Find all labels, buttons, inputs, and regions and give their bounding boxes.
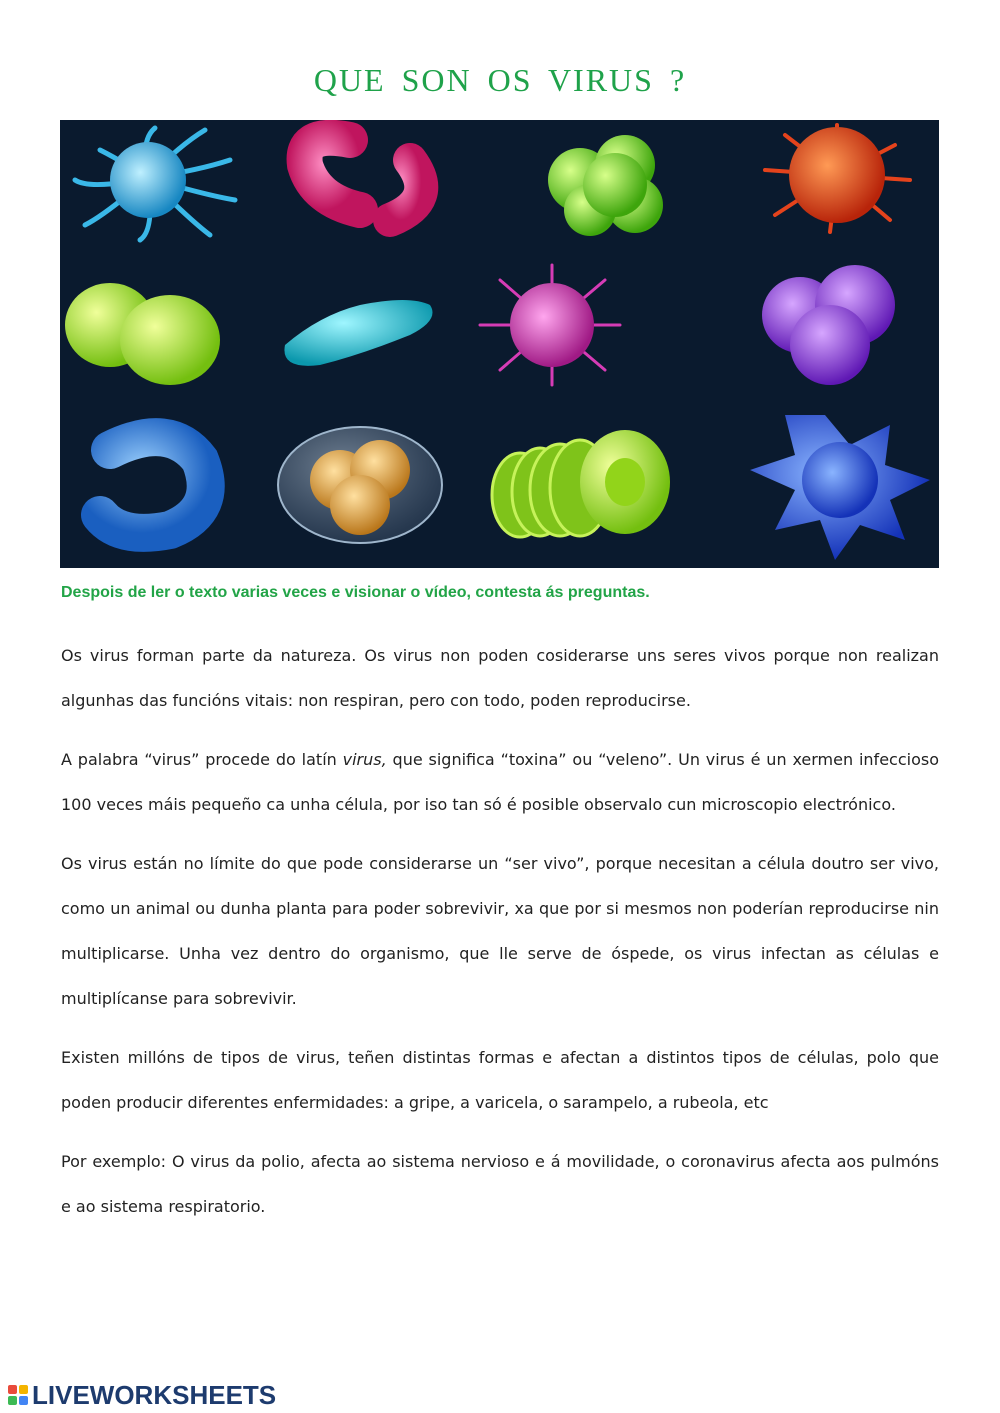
paragraph-text: A palabra “virus” procede do latín (61, 750, 343, 769)
encapsulated-coccus-icon (278, 427, 442, 543)
paragraph (61, 737, 939, 827)
paragraph-text: Por exemplo: O virus da polio, afecta ao sistema nervioso e á movilidade, o coronavirus afecta aos pulmóns e ao sistema respiratorio. (61, 1152, 939, 1216)
logo-mark-icon (8, 1385, 28, 1405)
paragraph-text: Existen millóns de tipos de virus, teñen distintas formas e afectan a distintos tipos de células, polo que poden producir diferentes enfermidades: a gripe, a varicela, o sarampelo, a rubeola, etc (61, 1048, 939, 1112)
microbes-illustration (60, 120, 939, 568)
paragraph (61, 633, 939, 723)
paragraph (61, 1139, 939, 1229)
paragraph-text: que significa “toxina” ou “veleno”. Un virus é un xermen infeccioso 100 veces máis pequeño ca unha célula, por iso tan só é posible observalo cun microscopio electrónico. (61, 750, 939, 814)
logo-square (8, 1396, 17, 1405)
logo-square (19, 1385, 28, 1394)
body-text (61, 633, 939, 1243)
paragraph (61, 1035, 939, 1125)
logo-square (19, 1396, 28, 1405)
instruction-text: Despois de ler o texto varias veces e visionar o vídeo, contesta ás preguntas. (61, 584, 650, 601)
logo-square (8, 1385, 17, 1394)
paragraph-text: Os virus forman parte da natureza. Os virus non poden cosiderarse uns seres vivos porque non realizan algunhas das funcións vitais: non respiran, pero con todo, poden reproducirse. (61, 646, 939, 710)
paragraph-text: Os virus están no límite do que pode considerarse un “ser vivo”, porque necesitan a célula doutro ser vivo, como un animal ou dunha planta para poder sobrevivir, xa que por si mesmos non poderían reproducirse nin multiplicarse. Unha vez dentro do organismo, que lle serve de óspede, os virus infectan as células e multiplícanse para sobrevivir. (61, 854, 939, 1008)
italic-text: virus, (342, 750, 387, 769)
paragraph (61, 841, 939, 1021)
microbes-image (60, 120, 939, 568)
logo-text: LIVEWORKSHEETS (32, 1379, 277, 1410)
page-title: QUE SON OS VIRUS ? (313, 62, 687, 98)
liveworksheets-logo (8, 1380, 276, 1410)
